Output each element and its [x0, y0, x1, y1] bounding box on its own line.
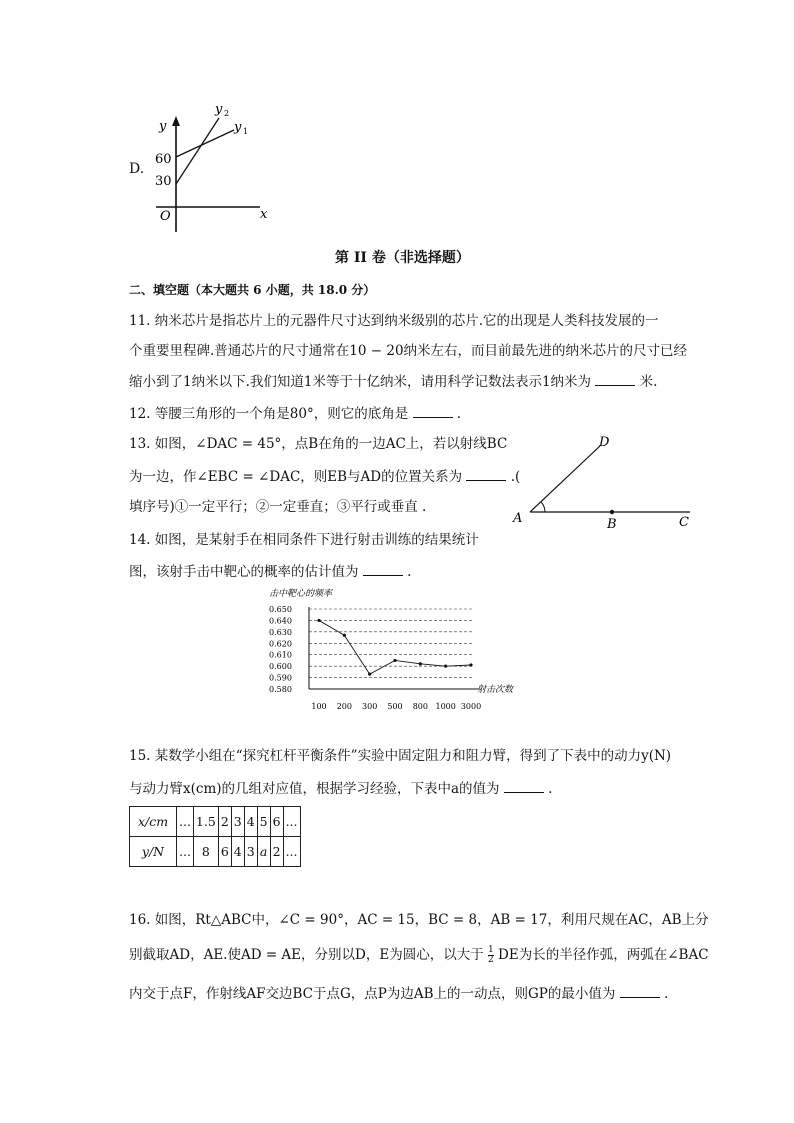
x-cell: 6	[270, 807, 283, 837]
data-point	[419, 662, 422, 665]
q11-line2: 个重要里程碑.普通芯片的尺寸通常在10 − 20纳米左右，而目前最先进的纳米芯片的尺寸已经	[129, 343, 688, 359]
x-cell: 5	[257, 807, 270, 837]
q15-line2-text: 与动力臂x(cm)的几组对应值，根据学习经验，下表中a的值为	[129, 781, 500, 797]
x-tick-label: 800	[412, 702, 428, 711]
y-cell: 8	[193, 837, 218, 867]
angle-arc	[541, 502, 545, 512]
q12-end: .	[456, 406, 462, 422]
tick-30: 30	[155, 174, 172, 189]
y-cell: 6	[218, 837, 231, 867]
y-axis-label: y	[159, 119, 167, 134]
q16-answer-blank[interactable]	[620, 983, 660, 998]
q13-line2-text: 为一边，作∠EBC = ∠DAC，则EB与AD的位置关系为	[129, 469, 463, 485]
data-point	[469, 663, 472, 666]
q14-answer-blank[interactable]	[363, 561, 403, 576]
x-cell: ...	[283, 807, 300, 837]
x-cell: 1.5	[193, 807, 218, 837]
x-cell: 4	[244, 807, 257, 837]
data-point	[343, 634, 346, 637]
q16-line1: 16. 如图，Rt△ABC中，∠C = 90°，AC = 15，BC = 8，AB = 17，利用尺规在AC，AB上分	[129, 912, 709, 928]
y-cell: 4	[231, 837, 244, 867]
data-point	[444, 665, 447, 668]
x-cell: 2	[218, 807, 231, 837]
q12-line	[129, 403, 461, 424]
q13-line1: 13. 如图，∠DAC = 45°，点B在角的一边AC上，若以射线BC	[129, 436, 508, 452]
q15-line1: 15. 某数学小组在“探究杠杆平衡条件”实验中固定阻力和阻力臂，得到了下表中的动力y(N)	[129, 748, 672, 764]
fraction-denominator: 2	[488, 955, 494, 965]
label-b: B	[607, 517, 617, 530]
label-c: C	[679, 515, 689, 530]
table-row-x	[130, 807, 301, 837]
table-row-y	[130, 837, 301, 867]
q14-line2-text: 图，该射手击中靶心的概率的估计值为	[129, 564, 359, 580]
q12-answer-blank[interactable]	[413, 403, 453, 418]
q11-line3-end: 米.	[639, 374, 658, 390]
q11-line1: 11. 纳米芯片是指芯片上的元器件尺寸达到纳米级别的芯片.它的出现是人类科技发展的一	[129, 313, 659, 329]
q14-line2-end: .	[407, 564, 412, 580]
q11-line3-text: 缩小到了1纳米以下.我们知道1米等于十亿纳米，请用科学记数法表示1纳米为	[129, 374, 592, 390]
y-head: y/N	[130, 837, 177, 867]
chart-title: 击中靶心的频率	[269, 589, 333, 599]
y-cell: ...	[283, 837, 300, 867]
lever-data-table	[129, 806, 301, 867]
frequency-line-chart	[265, 585, 535, 715]
x-tick-label: 3000	[460, 702, 482, 711]
data-point	[368, 673, 371, 676]
y-cell: ...	[177, 837, 194, 867]
q16-line2	[129, 945, 709, 965]
q11-line3	[129, 371, 657, 392]
q12-text: 12. 等腰三角形的一个角是80°，则它的底角是	[129, 406, 409, 422]
option-d-label: D.	[129, 161, 145, 177]
x-tick-label: 1000	[435, 702, 456, 711]
x-tick-label: 100	[311, 702, 327, 711]
x-cell: 3	[231, 807, 244, 837]
part2-title: 第 II 卷（非选择题）	[335, 250, 470, 266]
label-a: A	[513, 511, 523, 526]
x-head: x/cm	[130, 807, 177, 837]
q15-line2	[129, 778, 552, 799]
ray-ad	[530, 446, 600, 512]
q14-line1: 14. 如图，是某射手在相同条件下进行射击训练的结果统计	[129, 532, 479, 548]
y-tick-label: 0.590	[269, 673, 292, 683]
line-y1	[176, 130, 234, 157]
y-tick-label: 0.630	[269, 627, 292, 637]
q15-line2-end: .	[548, 781, 553, 797]
x-tick-label: 500	[387, 702, 403, 711]
y2-label: y	[215, 102, 223, 117]
data-point	[317, 619, 320, 622]
q16-line3-text: 内交于点F，作射线AF交边BC于点G，点P为边AB上的一动点，则GP的最小值为	[129, 986, 616, 1002]
y-tick-label: 0.580	[269, 685, 292, 694]
q13-answer-blank[interactable]	[466, 466, 506, 481]
q16-line3-end: .	[663, 986, 669, 1002]
chart-x-label: 射击次数	[477, 685, 514, 695]
y-tick-label: 0.650	[269, 605, 292, 614]
y-cell: 2	[270, 837, 283, 867]
y-cell: a	[257, 837, 270, 867]
y2-sub: 2	[224, 109, 230, 118]
x-tick-label: 200	[336, 702, 352, 711]
data-point	[393, 659, 396, 662]
y-tick-label: 0.620	[269, 639, 292, 649]
y-tick-label: 0.600	[269, 662, 292, 672]
x-tick-label: 300	[362, 702, 378, 711]
y-axis-arrow	[172, 116, 180, 126]
origin-label: O	[160, 209, 171, 224]
q13-angle-figure	[505, 430, 700, 530]
q13-line2	[129, 466, 520, 487]
option-d-graph	[148, 100, 278, 235]
point-b	[610, 510, 614, 514]
y-cell: 3	[244, 837, 257, 867]
q13-line3: 填序号)①一定平行；②一定垂直；③平行或垂直 .	[129, 499, 427, 515]
line-y2	[176, 118, 219, 184]
q15-answer-blank[interactable]	[504, 778, 544, 793]
y-tick-label: 0.640	[269, 616, 292, 626]
section-2-heading: 二、填空题（本大题共 6 小题，共 18.0 分）	[129, 283, 376, 297]
q16-line2-text: 别截取AD，AE.使AD = AE，分别以D，E为圆心，以大于	[129, 947, 484, 963]
q16-line2-end: DE为长的半径作弧，两弧在∠BAC	[498, 947, 709, 963]
q13-line2-end: .(	[510, 469, 521, 485]
q14-line2	[129, 561, 411, 582]
q16-line3	[129, 983, 668, 1004]
y-tick-label: 0.610	[269, 650, 292, 660]
x-cell: ...	[177, 807, 194, 837]
fraction-numerator: 1	[488, 945, 494, 955]
tick-60: 60	[155, 152, 172, 167]
x-axis-label: x	[260, 207, 268, 222]
q11-answer-blank[interactable]	[595, 371, 635, 386]
label-d: D	[599, 435, 610, 450]
y1-label: y	[234, 120, 242, 135]
y1-sub: 1	[243, 127, 249, 136]
fraction	[488, 946, 494, 965]
